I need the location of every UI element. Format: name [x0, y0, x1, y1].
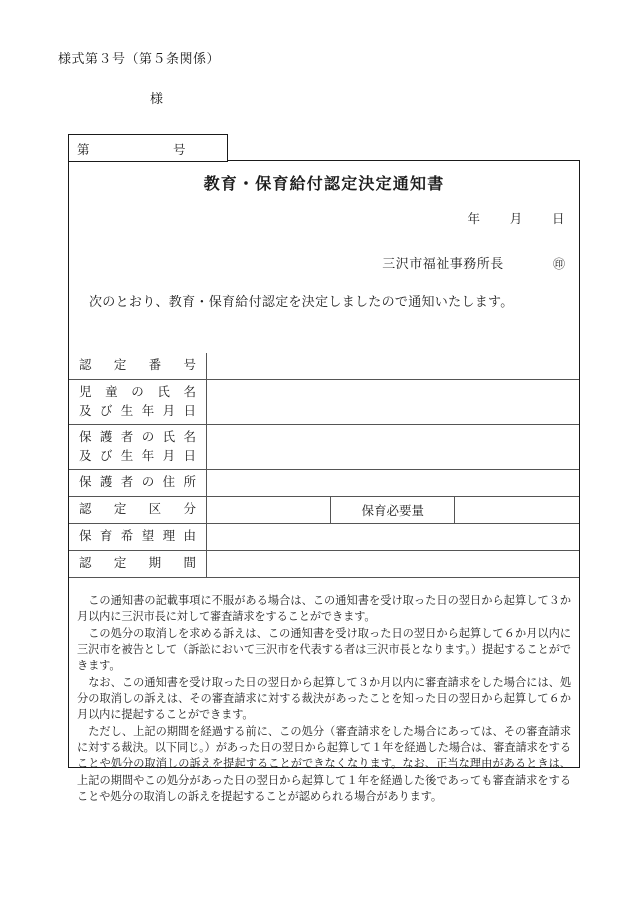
certification-table [69, 353, 579, 578]
notice-paragraph: この通知書の記載事項に不服がある場合は、この通知書を受け取った日の翌日から起算して３か月以内に三沢市長に対して審査請求をすることができます。 [77, 595, 571, 624]
issuer-name: 三沢市福祉事務所長 [382, 256, 504, 271]
notice-main-box [68, 160, 580, 804]
row-label-line2: 及び生年月日 [79, 404, 196, 418]
care-amount-label: 保育必要量 [361, 504, 424, 518]
row-label: 認定区分 [79, 502, 196, 517]
date-month-label: 月 [509, 212, 523, 226]
row-label: 保護者の氏名 [79, 429, 196, 444]
table-row [69, 353, 579, 380]
row-label: 保育希望理由 [79, 529, 196, 544]
date-day-label: 日 [551, 212, 565, 226]
row-label: 保護者の住所 [79, 475, 196, 490]
row-value-cell[interactable] [207, 551, 580, 578]
notice-paragraph: ただし、上記の期間を経過する前に、この処分（審査請求をした場合にあっては、その審査請求に対する裁決。以下同じ。）があった日の翌日から起算して１年を経過した場合は、審査請求をすることや処分の取消しの訴えを提起することができなくなります。なお、正当な理由があるときは、上記の期間やこの処分があった日の翌日から起算して１年を経過した後であっても審査請求をすることや処分の取消しの訴えを提起することが認められる場合があります。 [77, 725, 571, 804]
table-row [69, 551, 579, 578]
issue-date-line [467, 209, 565, 227]
row-label: 認定期間 [79, 556, 196, 571]
row-value-cell[interactable] [207, 425, 580, 470]
row-label-cell [69, 551, 207, 578]
date-year-label: 年 [467, 212, 481, 226]
document-number-suffix: 号 [173, 143, 186, 157]
addressee-honorific: 様 [150, 91, 164, 106]
row-label-cell [69, 497, 207, 524]
row-label-line2: 及び生年月日 [79, 449, 196, 463]
row-value-cell[interactable] [207, 380, 580, 425]
row-label-cell [69, 425, 207, 470]
notice-paragraph: なお、この通知書を受け取った日の翌日から起算して３か月以内に審査請求をした場合には、処分の取消しの訴えは、その審査請求に対する裁決があったことを知った日の翌日から起算して６か月以内に提起することができます。 [77, 676, 571, 722]
page-title: 教育・保育給付認定決定通知書 [203, 176, 445, 193]
table-row [69, 470, 579, 497]
row-value-cell[interactable] [207, 524, 580, 551]
row-label: 児童の氏名 [79, 384, 196, 399]
care-amount-value-cell[interactable] [455, 497, 579, 524]
table-row [69, 497, 579, 524]
issuer-row [69, 253, 565, 272]
document-number-box [68, 134, 228, 162]
form-number-label: 様式第３号（第５条関係） [58, 51, 221, 66]
legal-notice-block [69, 589, 579, 805]
row-label-cell [69, 380, 207, 425]
row-value-cell[interactable] [207, 353, 580, 380]
row-label-cell [69, 470, 207, 497]
row-label-cell [69, 524, 207, 551]
row-value-cell[interactable] [207, 470, 580, 497]
care-amount-label-cell [331, 497, 455, 524]
seal-icon: ㊞ [552, 257, 565, 271]
table-row [69, 425, 579, 470]
row-label: 認定番号 [79, 358, 196, 373]
document-number-prefix: 第 [77, 143, 90, 157]
row-label-cell [69, 353, 207, 380]
table-row [69, 524, 579, 551]
intro-statement: 次のとおり、教育・保育給付認定を決定しましたので通知いたします。 [89, 294, 514, 309]
table-row [69, 380, 579, 425]
row-value-cell[interactable] [207, 497, 331, 524]
notice-paragraph: この処分の取消しを求める訴えは、この通知書を受け取った日の翌日から起算して６か月以内に三沢市を被告として（訴訟において三沢市を代表する者は三沢市長となります。）提起することができます。 [77, 627, 571, 673]
